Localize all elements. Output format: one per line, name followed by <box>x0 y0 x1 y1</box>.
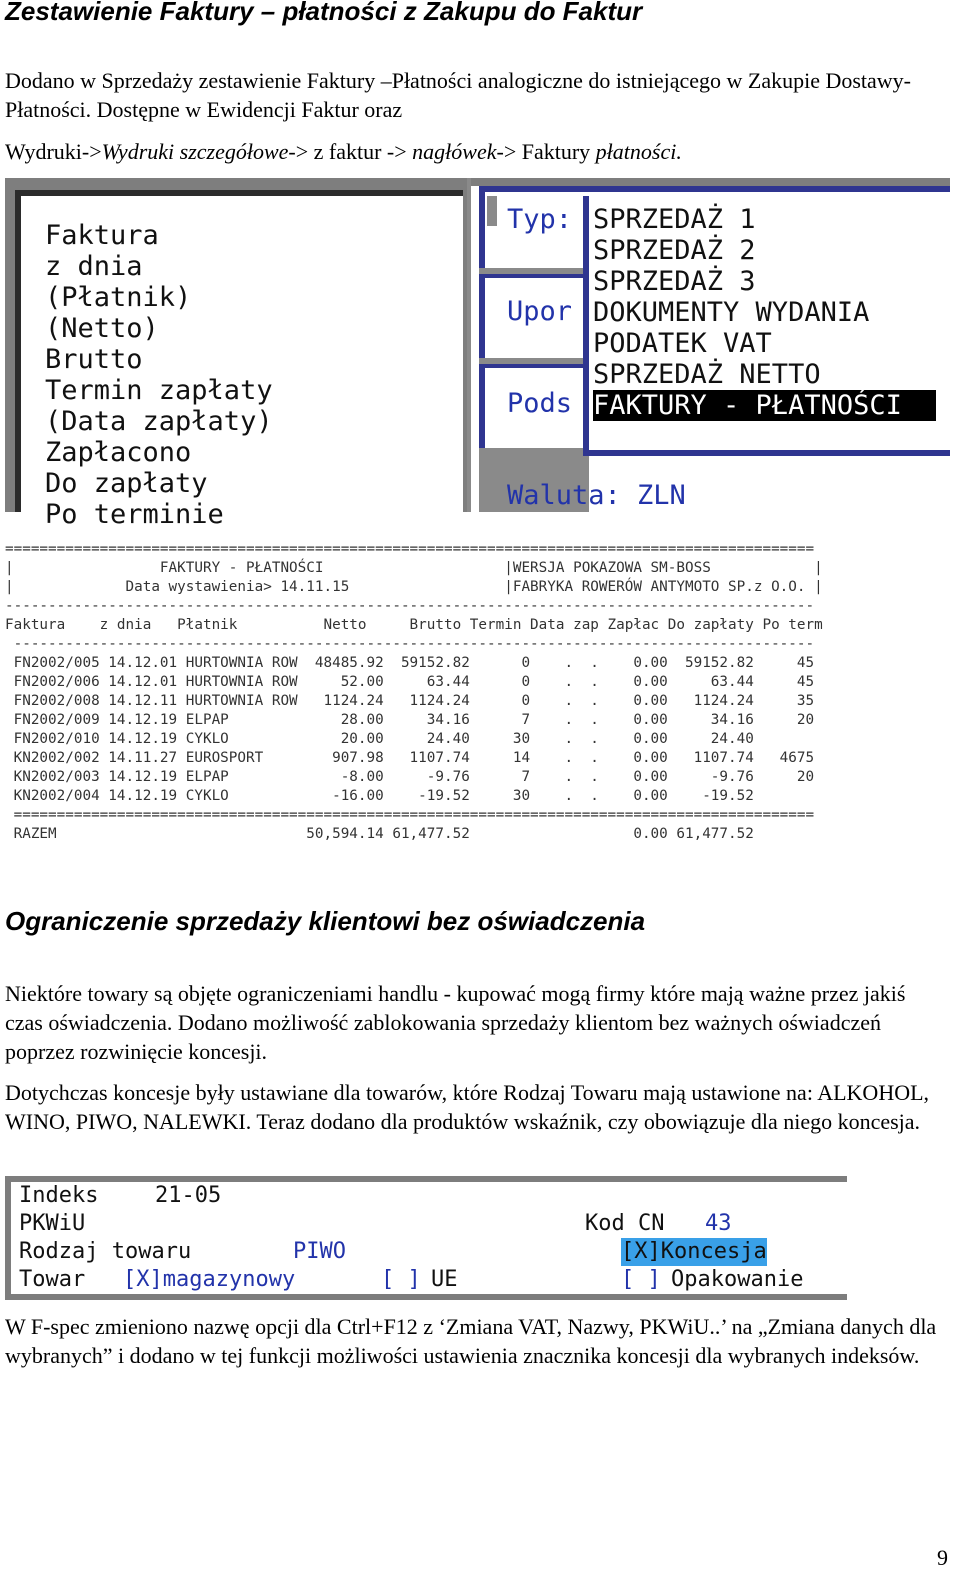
packaging-checkbox[interactable]: [ ] <box>621 1267 661 1292</box>
index-value: 21-05 <box>155 1183 222 1208</box>
license-checkbox[interactable]: [X]Koncesja <box>621 1239 767 1264</box>
field-list-item: Termin zapłaty <box>45 375 273 406</box>
report-type-option[interactable]: FAKTURY - PŁATNOŚCI <box>593 390 936 421</box>
invoice-payments-report: ============================================================================================== | FAKTURY - PŁATNOŚCI |WERSJA POKAZOWA SM-BOSS | | Data wystawienia> 14.11.15 |FABRYKA ROWERÓW ANTYMOTO SP.z O.O. | ---------------------------------------------------------------------------------------------- Faktura z dnia Płatnik Netto Brutto Termin Data zap Zapłac Do zapłaty Po term --------------------------------------------------------------------------------------------- FN2002/005 14.12.01 HURTOWNIA ROW 48485.92 59152.82 0 . . 0.00 59152.82 45 FN2002/006 14.12.01 HURTOWNIA ROW 52.00 63.44 0 . . 0.00 63.44 45 FN2002/008 14.12.11 HURTOWNIA ROW 1124.24 1124.24 0 . . 0.00 1124.24 35 FN2002/009 14.12.19 ELPAP 28.00 34.16 7 . . 0.00 34.16 20 FN2002/010 14.12.19 CYKLO 20.00 24.40 30 . . 0.00 24.40 KN2002/002 14.11.27 EUROSPORT 907.98 1107.74 14 . . 0.00 1107.74 4675 KN2002/003 14.12.19 ELPAP -8.00 -9.76 7 . . 0.00 -9.76 20 KN2002/004 14.12.19 CYKLO -16.00 -19.52 30 . . 0.00 -19.52 ============================================================================================= RAZEM 50,594.14 61,477.52 0.00 61,477.52 <box>5 541 823 842</box>
field-list-item: (Data zapłaty) <box>45 406 273 437</box>
field-list-item: (Netto) <box>45 313 159 344</box>
product-card-screenshot <box>5 1176 847 1300</box>
field-list-item: z dnia <box>45 251 143 282</box>
intro-paragraph: Dodano w Sprzedaży zestawienie Faktury –Płatności analogiczne do istniejącego w Zakupie Dostawy-Płatności. Dostępne w Ewidencji Faktur oraz <box>5 68 911 122</box>
field-list-item: Po terminie <box>45 499 224 530</box>
field-list-item: Do zapłaty <box>45 468 208 499</box>
field-list-item: Zapłacono <box>45 437 192 468</box>
field-list-panel <box>5 178 467 530</box>
index-label: Indeks <box>19 1183 99 1208</box>
eu-label: UE <box>431 1267 458 1292</box>
report-type-option[interactable]: DOKUMENTY WYDANIA <box>593 297 870 328</box>
report-type-panel <box>471 178 950 512</box>
product-label: Towar <box>19 1267 86 1292</box>
field-list-item: (Płatnik) <box>45 282 192 313</box>
field-list-item: Faktura <box>45 220 159 251</box>
restriction-paragraph-2: Dotychczas koncesje były ustawiane dla towarów, które Rodzaj Towaru mają ustawione na: ALKOHOL, WINO, PIWO, NALEWKI. Teraz dodano dla produktów wskaźnik, czy obowiązuje dla niego koncesja. <box>5 1080 930 1134</box>
eu-checkbox[interactable]: [ ] <box>381 1267 421 1292</box>
report-type-option[interactable]: SPRZEDAŻ 2 <box>593 235 756 266</box>
summary-label: Pods <box>507 388 573 419</box>
section-heading-invoice-payments: Zestawienie Faktury – płatności z Zakupu do Faktur <box>5 0 643 26</box>
packaging-label: Opakowanie <box>671 1267 804 1292</box>
type-label: Typ: <box>507 204 573 235</box>
pkwiu-label: PKWiU <box>19 1211 86 1236</box>
field-list <box>45 220 273 530</box>
cn-code-label: Kod CN <box>585 1211 665 1236</box>
menu-path-paragraph: Wydruki->Wydruki szczegółowe-> z faktur -> nagłówek-> Faktury płatności. <box>5 139 682 164</box>
cn-code-value: 43 <box>705 1211 732 1236</box>
order-label: Upor <box>507 296 573 327</box>
report-type-option[interactable]: SPRZEDAŻ 3 <box>593 266 756 297</box>
restriction-paragraph-1: Niektóre towary są objęte ograniczeniami handlu - kupować mogą firmy które mają ważne przez jakiś czas oświadczenia. Dodano możliwość zablokowania sprzedaży klientom bez ważnych oświadczeń poprzez rozwinięcie koncesji. <box>5 981 906 1064</box>
section-heading-sales-restriction: Ograniczenie sprzedaży klientowi bez oświadczenia <box>5 906 646 936</box>
product-kind-value: PIWO <box>293 1239 346 1264</box>
report-type-option[interactable]: SPRZEDAŻ NETTO <box>593 359 821 390</box>
field-list-item: Brutto <box>45 344 143 375</box>
report-options-screenshot <box>5 178 950 530</box>
report-type-option[interactable]: PODATEK VAT <box>593 328 772 359</box>
report-type-option[interactable]: SPRZEDAŻ 1 <box>593 204 756 235</box>
page-number: 9 <box>937 1545 948 1570</box>
fspec-paragraph: W F-spec zmieniono nazwę opcji dla Ctrl+F12 z ‘Zmiana VAT, Nazwy, PKWiU..’ na „Zmiana danych dla wybranych” i dodano w tej funkcji możliwości ustawienia znacznika koncesji dla wybranych indeksów. <box>5 1314 937 1368</box>
product-kind-label: Rodzaj towaru <box>19 1239 192 1264</box>
report-type-menu <box>593 204 936 421</box>
stock-item-checkbox[interactable]: [X]magazynowy <box>123 1267 296 1292</box>
currency-label: Waluta: ZLN <box>507 480 686 511</box>
